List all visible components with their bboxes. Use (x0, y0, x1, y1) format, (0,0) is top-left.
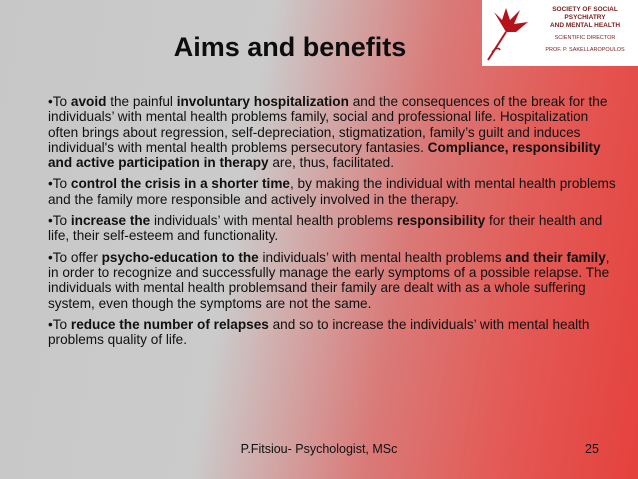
text: and the consequences of the break for the individuals’ with mental health problems family, social and professional life. Hospitalization often brings about regression, self-depreciation, stigmatization, family’s guilt and induces individual's with mental health problems persecutory fantasies. (48, 94, 608, 155)
text: , by making the individual with mental health problems and the family more responsible and actively involved in the therapy. (48, 176, 616, 207)
text: individuals’ with mental health problems (258, 249, 506, 265)
bold-text: Compliance, responsibility and active participation in therapy (48, 139, 601, 171)
bullet-paragraph (48, 176, 618, 207)
slide-title: Aims and benefits (173, 32, 407, 62)
bullet-paragraph (48, 213, 618, 244)
bold-text: increase the (70, 213, 151, 229)
logo-director-line2: PROF. P. SAKELLAROPOULOS (545, 47, 625, 53)
logo-org-line1: SOCIETY OF SOCIAL PSYCHIATRY (552, 6, 618, 21)
text: the painful (106, 94, 177, 109)
bold-text: avoid (70, 94, 107, 109)
text: •To (48, 213, 71, 229)
logo-org-line2: AND MENTAL HEALTH (549, 22, 621, 29)
text: , in order to recognize and successfully manage the early symptoms of a possible relapse. The individuals with mental health problemsand their family are dealt with as a whole suffering system, even though the symptoms are not the same. (48, 249, 610, 311)
carnation-icon (486, 6, 530, 62)
bold-text: reduce the number of relapses (70, 316, 269, 332)
text: are, thus, facilitated. (268, 155, 395, 171)
text: and so to increase the individuals’ with mental health problems quality of life. (48, 316, 590, 348)
bold-text: and their family (505, 249, 606, 265)
bullet-paragraph (48, 250, 618, 311)
slide-body (48, 94, 618, 353)
text: individuals’ with mental health problems (150, 213, 397, 229)
bold-text: psycho-education to the (101, 249, 259, 265)
bullet-paragraph (48, 94, 618, 170)
text: •To (48, 94, 71, 109)
bold-text: involuntary hospitalization (176, 94, 349, 109)
society-logo (482, 0, 638, 66)
logo-director-line1: SCIENTIFIC DIRECTOR (554, 35, 616, 41)
text: •To (48, 316, 71, 332)
bold-text: responsibility (396, 213, 486, 229)
bullet-paragraph (48, 317, 618, 348)
footer-author: P.Fitsiou- Psychologist, MSc (240, 442, 398, 456)
bold-text: control the crisis in a shorter time (70, 176, 290, 192)
text: for their health and life, their self-esteem and functionality. (48, 213, 603, 244)
text: •To (48, 176, 71, 192)
text: •To offer (48, 249, 102, 265)
page-number: 25 (585, 442, 599, 456)
